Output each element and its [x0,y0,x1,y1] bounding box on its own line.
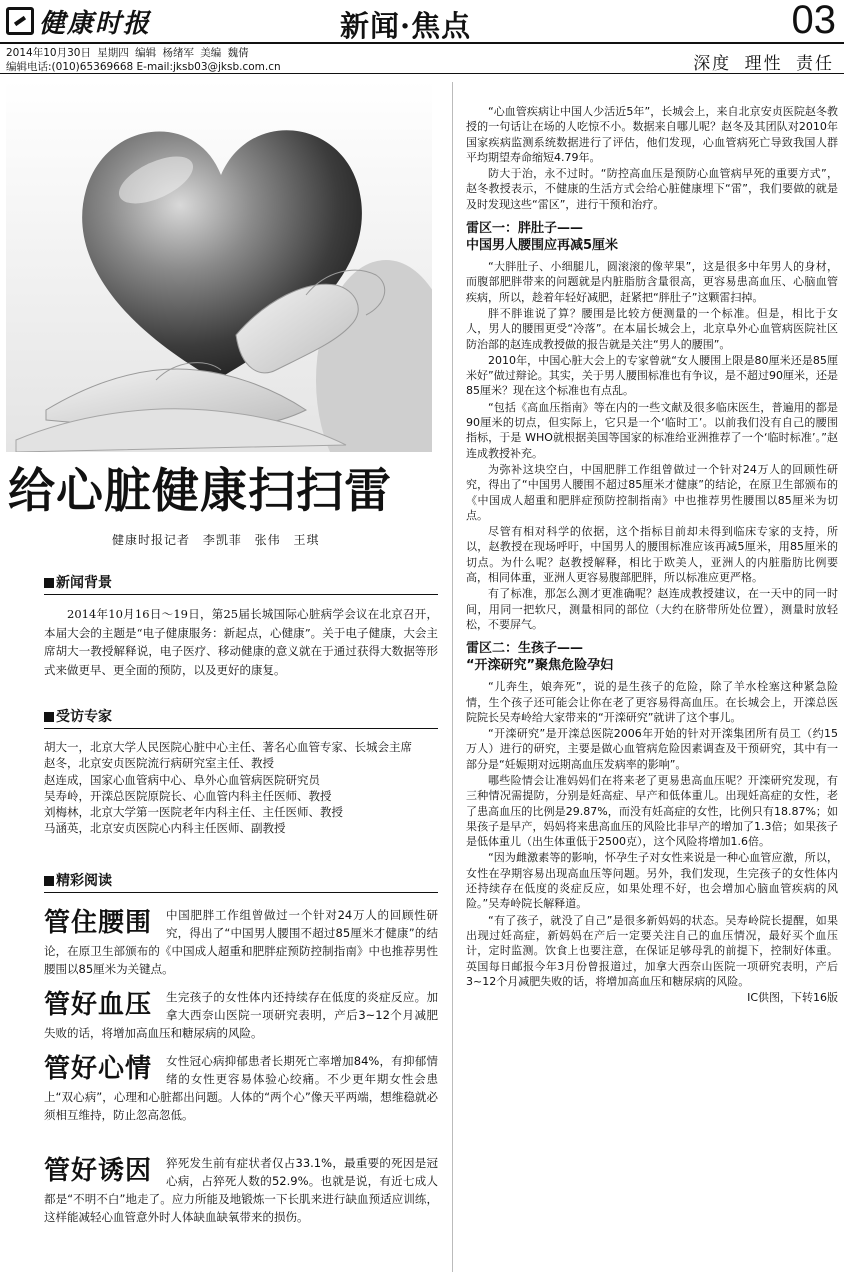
headline: 给心脏健康扫扫雷 [8,464,392,519]
highlight-text: 猝死发生前有症状者仅占33.1%，最重要的死因是冠心病，占猝死人数的52.9%。也就是说，有近七成人都是“不明不白”地走了。应力所能及地锻炼一下长肌来进行缺血预适应训练，这样能减轻心血管意外时人体缺血缺氧带来的损伤。 [44,1156,438,1224]
experts-section [44,708,438,837]
contact-line: 编辑电话:(010)65369668 E-mail:jksb03@jksb.com.cn [6,61,281,73]
dateline: 2014年10月30日 星期四 编辑 杨绪军 美编 魏倩 [6,47,249,59]
section-title: 新闻·焦点 [340,9,472,43]
expert-item: 吴寿岭，开滦总医院原院长、心血管内科主任医师、教授 [44,788,332,803]
heart-in-hands-illustration [6,80,432,452]
page-number: 03 [791,0,836,42]
highlight-item [44,988,438,1042]
news-background-text: 2014年10月16日～19日，第25届长城国际心脏病学会议在北京召开，本届大会的主题是“电子健康服务：新起点，心健康”。关于电子健康，大会主席胡大一教授解释说，电子医疗、移动健康的意义就在于通过获得大数据等形式来做更早、更全面的预防，以及更好的康复。 [44,607,438,677]
photo-credit: IC供图，下转16版 [747,991,838,1005]
article-body [466,104,838,1005]
masthead [0,0,844,44]
square-bullet-icon [44,876,54,886]
highlights-section [44,872,438,893]
article-paragraph: “心血管疾病让中国人少活近5年”，长城会上，来自北京安贞医院赵冬教授的一句话让在场的人吃惊不小。数据来自哪儿呢？赵冬及其团队对2010年国家疾病监测系统数据进行了评估，他们发现，心血管病死亡导致我国人群平均期望寿命缩短4.79年。 [466,105,838,164]
article-paragraph: “开滦研究”是开滦总医院2006年开始的针对开滦集团所有员工（约15万人）进行的研究，主要是做心血管病危险因素调查及干预研究，其中有一部分是“妊娠期对远期高血压发病率的影响”。 [466,727,838,771]
highlight-item [44,1154,438,1226]
news-background-section [44,574,438,679]
highlight-text: 女性冠心病抑郁患者长期死亡率增加84%，有抑郁情绪的女性更容易体验心绞痛。不少更年期女性会患上“双心病”，心理和心脏都出问题。人体的“两个心”像天平两端，想维稳就必须相互维持，防止忽高忽低。 [44,1054,438,1122]
highlight-text: 中国肥胖工作组曾做过一个针对24万人的回顾性研究，得出了“中国男人腰围不超过85厘米才健康”的结论，在原卫生部颁布的《中国成人超重和肥胖症预防控制指南》中也推荐男性腰围以85厘米为关键点。 [44,908,438,976]
expert-item: 马涵英，北京安贞医院心内科主任医师、副教授 [44,821,286,836]
article-paragraph: “儿奔生，娘奔死”，说的是生孩子的危险，除了羊水栓塞这种紧急险情，生个孩子还可能会让你在老了更容易得高血压。在长城会上，开滦总医院院长吴寿岭给大家带来的“开滦研究”就讲了这个事儿。 [466,680,838,724]
highlight-title: 管住腰围 [44,908,153,938]
article-paragraph: 哪些险情会让准妈妈们在将来老了更易患高血压呢？开滦研究发现，有三种情况需提防，分别是妊高症、早产和低体重儿。出现妊高症的女性，老了患高血压的比例是29.87%，而没有妊高症的女性，比例只有18.87%；如果孩子是早产，妈妈将来患高血压的风险比非早产的增加了1.3倍；如果孩子是低体重儿（出生体重低于2500克），这个风险将增加1.6倍。 [466,773,838,849]
highlight-item [44,1052,438,1124]
article-paragraph: 尽管有相对科学的依据，这个指标目前却未得到临床专家的支持，所以，赵教授在现场呼吁，中国男人的腰围标准应该再减5厘米，用85厘米的切点。为什么呢？赵教授解释，相比于欧美人，亚洲人的内脏脂肪比例要高，相同体重，亚洲人更容易腹部肥胖，所以标准应更严格。 [466,525,838,585]
highlight-title: 管好心情 [44,1054,153,1084]
newspaper-logo [6,5,151,37]
expert-item: 刘梅林，北京大学第一医院老年内科主任、主任医师、教授 [44,805,343,820]
article-paragraph: 胖不胖谁说了算？腰围是比较方便测量的一个标准。但是，相比于女人，男人的腰围更受“冷落”。在本届长城会上，北京阜外心血管病医院社区防治部的赵连成教授做的报告就是关注“男人的腰围”。 [466,306,838,351]
expert-item: 赵冬，北京安贞医院流行病研究室主任、教授 [44,756,274,771]
masthead-subline [0,46,844,74]
highlight-text: 生完孩子的女性体内还持续存在低度的炎症反应。加拿大西奈山医院一项研究表明，产后3~12个月减肥失败的话，将增加高血压和糖尿病的风险。 [44,990,438,1040]
expert-item: 胡大一，北京大学人民医院心脏中心主任、著名心血管专家、长城会主席 [44,740,412,754]
square-bullet-icon [44,712,54,722]
experts-list [44,739,438,837]
hero-image [6,80,432,452]
highlight-title: 管好诱因 [44,1156,153,1186]
article-paragraph: 为弥补这块空白，中国肥胖工作组曾做过一个针对24万人的回顾性研究，得出了“中国男人腰围不超过85厘米才健康”的结论，在原卫生部颁布的《中国成人超重和肥胖症预防控制指南》中也推荐男性腰围以85厘米为切点。 [466,462,838,522]
article-paragraph: 2010年，中国心脏大会上的专家曾就“女人腰围上限是80厘米还是85厘米好”做过辩论。其实，关于男人腰围标准也有争议，是不超过90厘米，还是85厘米？现在这个标准也有点乱。 [466,353,838,398]
column-divider [452,82,453,1272]
highlight-title: 管好血压 [44,990,153,1020]
highlights-heading: 精彩阅读 [44,872,438,893]
logo-text: 健康时报 [39,8,152,39]
expert-item: 赵连成，国家心血管病中心、阜外心血管病医院研究员 [44,772,320,787]
byline: 健康时报记者 李凯菲 张伟 王琪 [112,533,320,547]
experts-heading: 受访专家 [44,708,438,729]
article-paragraph: “大胖肚子、小细腿儿，圆滚滚的像苹果”，这是很多中年男人的身材，而腹部肥胖带来的问题就是内脏脂肪含量很高，更容易患高血压、心脑血管疾病，所以，趁着年轻好减肥，赶紧把“胖肚子”这颗雷扫掉。 [466,260,838,304]
article-paragraph: “有了孩子，就没了自己”是很多新妈妈的状态。吴寿岭院长提醒，如果出现过妊高症，新妈妈在产后一定要关注自己的血压情况，最好买个血压计，定时监测。饮食上也要注意，在保证足够母乳的前提下，控制好体重。英国每日邮报今年3月份曾报道过，加拿大西奈山医院一项研究表明，产后3~12个月减肥失败的话，将增加高血压和糖尿病的风险。 [466,913,838,988]
motto: 深度 理性 责任 [693,54,834,74]
section1-heading: 雷区一：胖肚子—— 中国男人腰围应再减5厘米 [466,221,619,254]
logo-mark-icon [6,7,34,35]
square-bullet-icon [44,578,54,588]
article-paragraph: “包括《高血压指南》等在内的一些文献及很多临床医生，普遍用的都是90厘米的切点，但实际上，它只是一个‘临时工’。以前我们没有自己的腰围指标，于是 WHO就根据美国等国家的标准给亚洲推荐了一个‘临时标准’。”赵连成教授补充。 [466,400,838,460]
article-paragraph: 有了标准，那怎么测才更准确呢？赵连成教授建议，在一天中的同一时间，用同一把软尺，测量相同的部位（大约在脐带所处位置），测量时放轻松，不要屏气。 [466,587,838,631]
article-paragraph: “因为雌激素等的影响，怀孕生子对女性来说是一种心血管应激，所以，女性在孕期容易出现高血压等问题。另外，我们发现，生完孩子的女性体内还持续存在低度的炎症反应，如果处理不好，也会增加心脑血管疾病的风险。”吴寿岭院长解释道。 [466,851,838,911]
news-background-heading: 新闻背景 [44,574,438,595]
article-paragraph: 防大于治，永不过时。“防控高血压是预防心血管病早死的重要方式”，赵冬教授表示，不健康的生活方式会给心脏健康埋下“雷”，我们要做的就是及时发现这些“雷区”，进行干预和治疗。 [466,167,838,211]
highlight-item [44,906,438,978]
section2-heading: 雷区二：生孩子—— “开滦研究”聚焦危险孕妇 [466,641,614,674]
